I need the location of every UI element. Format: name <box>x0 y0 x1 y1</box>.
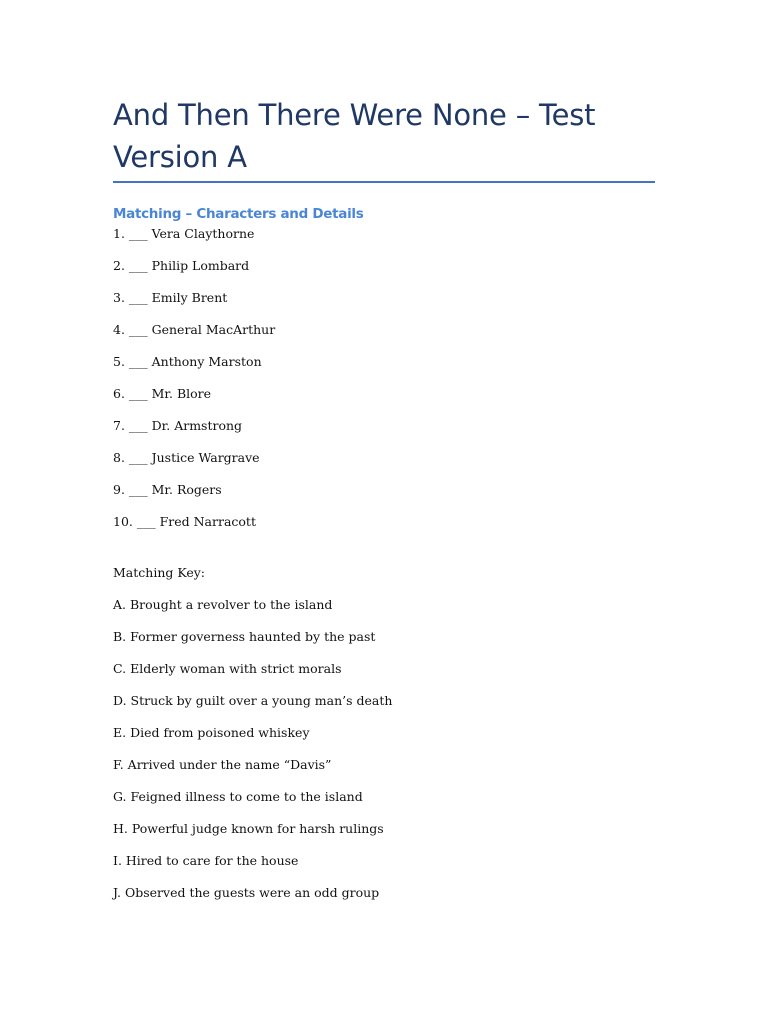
character-item: 6. ___ Mr. Blore <box>113 386 212 401</box>
key-item: D. Struck by guilt over a young man’s death <box>113 693 393 708</box>
character-item: 7. ___ Dr. Armstrong <box>113 418 243 433</box>
character-item: 2. ___ Philip Lombard <box>113 258 250 273</box>
character-item: 8. ___ Justice Wargrave <box>113 450 260 465</box>
character-item: 4. ___ General MacArthur <box>113 322 276 337</box>
key-item: E. Died from poisoned whiskey <box>113 725 310 740</box>
character-list <box>113 223 768 543</box>
section-heading: Matching – Characters and Details <box>113 206 364 222</box>
character-item: 3. ___ Emily Brent <box>113 290 228 305</box>
key-item: C. Elderly woman with strict morals <box>113 661 342 676</box>
title-divider <box>113 181 655 183</box>
key-item: G. Feigned illness to come to the island <box>113 789 363 804</box>
key-item: H. Powerful judge known for harsh rulings <box>113 821 384 836</box>
key-item: I. Hired to care for the house <box>113 853 299 868</box>
key-item: J. Observed the guests were an odd group <box>113 885 380 900</box>
key-item: F. Arrived under the name “Davis” <box>113 757 332 772</box>
key-item: B. Former governess haunted by the past <box>113 629 376 644</box>
character-item: 9. ___ Mr. Rogers <box>113 482 222 497</box>
character-item: 10. ___ Fred Narracott <box>113 514 256 529</box>
matching-key-list <box>113 594 768 914</box>
matching-key-label: Matching Key: <box>113 565 206 580</box>
page-title: And Then There Were None – Test Version A <box>113 98 596 174</box>
character-item: 1. ___ Vera Claythorne <box>113 226 255 241</box>
character-item: 5. ___ Anthony Marston <box>113 354 262 369</box>
key-item: A. Brought a revolver to the island <box>113 597 333 612</box>
